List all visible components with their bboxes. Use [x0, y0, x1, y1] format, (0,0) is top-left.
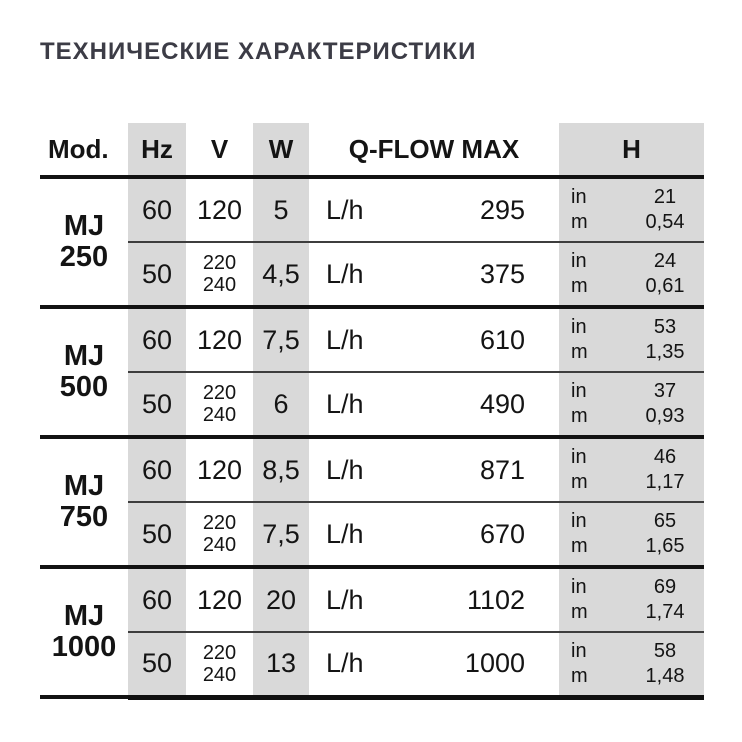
head-value-in: 24 — [653, 250, 677, 272]
head-unit-m: m — [571, 405, 588, 427]
flow-unit-label: L/h — [326, 194, 364, 225]
col-header-hz: Hz — [128, 123, 186, 177]
hz-cell: 60 — [128, 567, 186, 632]
voltage-cell — [186, 632, 253, 697]
head-value-in: 37 — [653, 380, 677, 402]
head-unit-m: m — [571, 535, 588, 557]
head-cell — [559, 437, 704, 502]
hz-cell: 50 — [128, 502, 186, 567]
voltage-line2: 240 — [202, 274, 237, 296]
flow-cell — [309, 307, 559, 372]
power-cell: 5 — [253, 177, 309, 242]
head-cell — [559, 632, 704, 697]
voltage-line1: 220 — [202, 641, 237, 664]
flow-cell — [309, 502, 559, 567]
head-value-m: 0,61 — [645, 275, 685, 297]
head-unit-m: m — [571, 601, 588, 623]
col-header-w: W — [253, 123, 309, 177]
page-title: ТЕХНИЧЕСКИЕ ХАРАКТЕРИСТИКИ — [40, 38, 477, 65]
hz-cell: 60 — [128, 307, 186, 372]
model-name-cell — [40, 307, 128, 437]
model-name-line2: 250 — [59, 241, 109, 273]
voltage-line2: 240 — [202, 663, 237, 686]
head-value-in: 46 — [653, 446, 677, 468]
head-cell — [559, 502, 704, 567]
power-cell: 7,5 — [253, 307, 309, 372]
voltage-cell — [186, 502, 253, 567]
model-name-line1: MJ — [63, 469, 105, 502]
voltage-cell: 120 — [186, 307, 253, 372]
hz-cell: 60 — [128, 177, 186, 242]
table-row — [40, 177, 704, 242]
head-value-in: 65 — [653, 510, 677, 532]
head-cell — [559, 307, 704, 372]
head-cell — [559, 177, 704, 242]
head-unit-in: in — [571, 446, 587, 468]
head-unit-in: in — [571, 250, 587, 272]
table-row — [40, 372, 704, 437]
model-name-line2: 750 — [59, 501, 109, 533]
flow-cell — [309, 567, 559, 632]
head-value-m: 1,74 — [645, 601, 685, 623]
power-cell: 20 — [253, 567, 309, 632]
head-unit-m: m — [571, 211, 588, 233]
model-name-line2: 1000 — [51, 631, 117, 663]
voltage-line1: 220 — [202, 512, 237, 534]
power-cell: 13 — [253, 632, 309, 697]
voltage-cell — [186, 242, 253, 307]
table-row — [40, 567, 704, 632]
head-value-m: 1,65 — [645, 535, 685, 557]
spec-table — [40, 123, 704, 700]
voltage-cell: 120 — [186, 177, 253, 242]
flow-unit-label: L/h — [326, 388, 364, 419]
head-value-in: 69 — [653, 576, 677, 598]
table-row — [40, 437, 704, 502]
power-cell: 7,5 — [253, 502, 309, 567]
head-value-m: 0,54 — [645, 211, 685, 233]
head-cell — [559, 567, 704, 632]
voltage-line2: 240 — [202, 404, 237, 426]
flow-cell — [309, 632, 559, 697]
head-cell — [559, 242, 704, 307]
header-row — [40, 123, 704, 177]
power-cell: 4,5 — [253, 242, 309, 307]
head-value-in: 53 — [653, 316, 677, 338]
voltage-cell — [186, 372, 253, 437]
head-unit-in: in — [571, 639, 587, 662]
hz-cell: 50 — [128, 372, 186, 437]
head-value-m: 1,17 — [645, 471, 685, 493]
flow-value: 1000 — [464, 648, 525, 679]
model-name-cell — [40, 437, 128, 567]
head-unit-in: in — [571, 380, 587, 402]
model-name-line2: 500 — [59, 371, 109, 403]
flow-value: 1102 — [466, 584, 525, 615]
col-header-mod: Mod. — [40, 123, 128, 177]
head-unit-in: in — [571, 316, 587, 338]
hz-cell: 60 — [128, 437, 186, 502]
flow-value: 295 — [479, 194, 525, 225]
flow-unit-label: L/h — [326, 324, 364, 355]
head-value-m: 0,93 — [645, 405, 685, 427]
voltage-cell: 120 — [186, 437, 253, 502]
flow-unit-label: L/h — [326, 584, 364, 615]
head-value-in: 58 — [653, 639, 677, 662]
table-row — [40, 307, 704, 372]
power-cell: 6 — [253, 372, 309, 437]
power-cell: 8,5 — [253, 437, 309, 502]
flow-unit-label: L/h — [326, 454, 364, 485]
head-unit-m: m — [571, 664, 588, 687]
head-value-m: 1,35 — [645, 341, 685, 363]
model-name-line1: MJ — [63, 339, 105, 372]
flow-unit-label: L/h — [326, 518, 364, 549]
voltage-cell: 120 — [186, 567, 253, 632]
flow-cell — [309, 242, 559, 307]
flow-value: 670 — [479, 518, 525, 549]
flow-unit-label: L/h — [326, 648, 364, 679]
col-header-qflow: Q-FLOW MAX — [309, 123, 559, 177]
col-header-v: V — [186, 123, 253, 177]
table-row — [40, 632, 704, 697]
head-unit-in: in — [571, 510, 587, 532]
voltage-line1: 220 — [202, 252, 237, 274]
flow-unit-label: L/h — [326, 258, 364, 289]
head-unit-m: m — [571, 471, 588, 493]
hz-cell: 50 — [128, 632, 186, 697]
head-cell — [559, 372, 704, 437]
flow-cell — [309, 437, 559, 502]
flow-value: 871 — [479, 454, 525, 485]
head-unit-m: m — [571, 275, 588, 297]
flow-cell — [309, 177, 559, 242]
head-unit-m: m — [571, 341, 588, 363]
col-header-h: H — [559, 123, 704, 177]
voltage-line1: 220 — [202, 382, 237, 404]
model-name-cell — [40, 177, 128, 307]
head-value-in: 21 — [653, 186, 677, 208]
voltage-line2: 240 — [202, 534, 237, 556]
flow-value: 610 — [479, 324, 525, 355]
head-unit-in: in — [571, 186, 587, 208]
model-name-line1: MJ — [63, 209, 105, 242]
model-name-cell — [40, 567, 128, 697]
hz-cell: 50 — [128, 242, 186, 307]
flow-value: 490 — [479, 388, 525, 419]
flow-value: 375 — [479, 258, 525, 289]
flow-cell — [309, 372, 559, 437]
model-name-line1: MJ — [63, 599, 105, 632]
head-value-m: 1,48 — [645, 664, 685, 687]
table-row — [40, 502, 704, 567]
head-unit-in: in — [571, 576, 587, 598]
table-row — [40, 242, 704, 307]
